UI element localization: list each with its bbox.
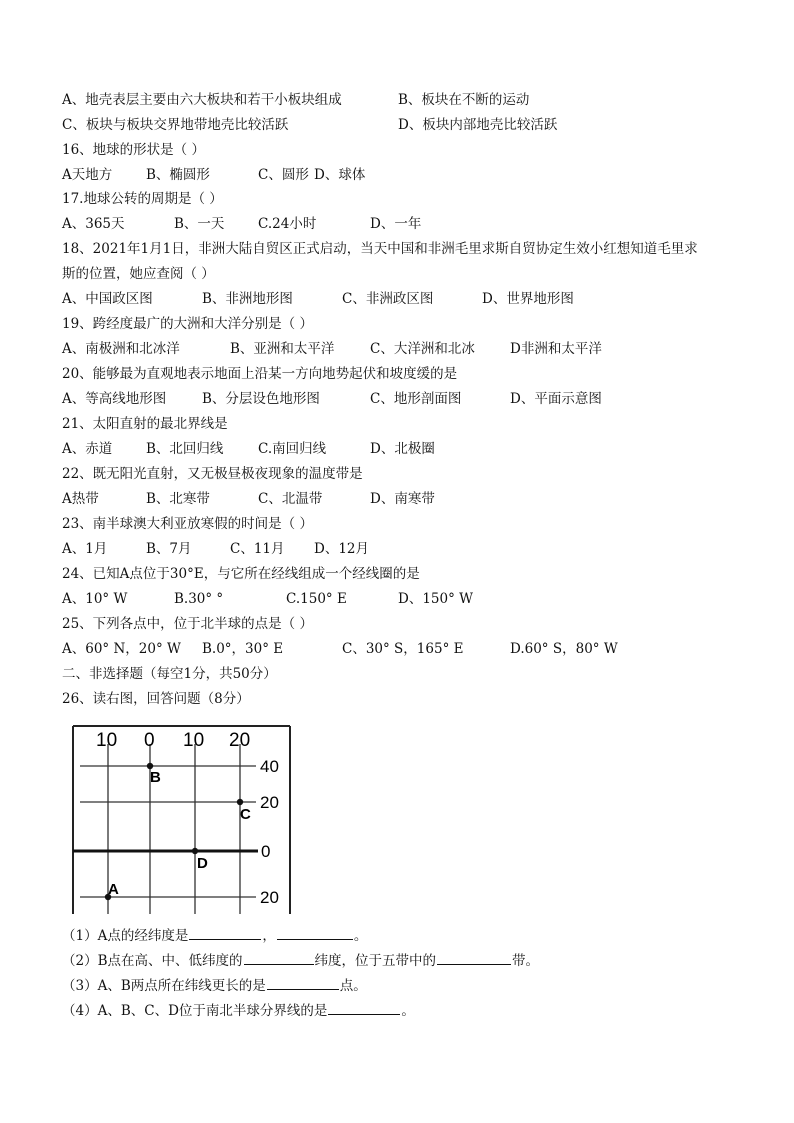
- q17-option-a: A、365天: [62, 216, 125, 232]
- q26-sub-2: [62, 950, 539, 970]
- right-label-2: 20: [260, 793, 279, 812]
- q20-option-b: B、分层设色地形图: [202, 391, 320, 407]
- q26-sub-3: [62, 975, 367, 995]
- q15-option-c: C、板块与板块交界地带地壳比较活跃: [62, 117, 289, 133]
- q18-stem-1: 18、2021年1月1日，非洲大陆自贸区正式启动，当天中国和非洲毛里求斯自贸协定生效小红想知道毛里求: [62, 241, 698, 257]
- point-a-label: A: [108, 881, 119, 898]
- q22-option-a: A热带: [62, 491, 99, 507]
- q21-option-a: A、赤道: [62, 441, 113, 457]
- q26-sub-3-text-a: （3）A、B两点所在纬线更长的是: [62, 978, 266, 994]
- lat-long-grid-figure: [72, 724, 292, 914]
- top-label-3: 10: [183, 730, 205, 751]
- q26-sub-4: [62, 1000, 415, 1020]
- q20-option-a: A、等高线地形图: [62, 391, 167, 407]
- q26-sub-2-text-a: （2）B点在高、中、低纬度的: [62, 953, 243, 969]
- q25-option-b: B.0°，30° E: [202, 641, 284, 657]
- q21-stem: 21、太阳直射的最北界线是: [62, 416, 228, 432]
- q24-option-a: A、10° W: [62, 591, 128, 607]
- q21-option-b: B、北回归线: [146, 441, 224, 457]
- q18-option-a: A、中国政区图: [62, 291, 153, 307]
- q26-sub-1-text-a: （1）A点的经纬度是: [62, 928, 189, 944]
- q23-option-a: A、1月: [62, 541, 108, 557]
- q16-option-a: A天地方: [62, 167, 113, 183]
- point-c-marker: [237, 799, 243, 805]
- q15-option-a: A、地壳表层主要由六大板块和若干小板块组成: [62, 92, 342, 108]
- q26-sub-3-text-b: 点。: [339, 978, 367, 994]
- point-d-label: D: [197, 855, 208, 872]
- q26-sub-4-text-b: 。: [401, 1003, 415, 1019]
- q24-option-c: C.150° E: [286, 591, 347, 607]
- q26-sub-4-text-a: （4）A、B、C、D位于南北半球分界线的是: [62, 1003, 328, 1019]
- q19-option-b: B、亚洲和太平洋: [230, 341, 335, 357]
- right-label-1: 40: [260, 757, 279, 776]
- q19-option-a: A、南极洲和北冰洋: [62, 341, 180, 357]
- q22-option-c: C、北温带: [258, 491, 323, 507]
- q21-option-d: D、北极圈: [370, 441, 435, 457]
- q18-option-b: B、非洲地形图: [202, 291, 293, 307]
- right-label-4: 20: [260, 888, 279, 907]
- q25-option-a: A、60° N，20° W: [62, 641, 181, 657]
- q22-stem: 22、既无阳光直射，又无极昼极夜现象的温度带是: [62, 466, 363, 482]
- q20-option-c: C、地形剖面图: [370, 391, 462, 407]
- q26-sub-2-text-c: 带。: [512, 953, 540, 969]
- right-label-3: 0: [261, 842, 271, 861]
- q21-option-c: C.南回归线: [258, 441, 327, 457]
- q20-option-d: D、平面示意图: [510, 391, 602, 407]
- q26-sub-2-text-b: 纬度，位于五带中的: [314, 953, 437, 969]
- q24-stem: 24、已知A点位于30°E，与它所在经线组成一个经线圈的是: [62, 566, 420, 582]
- q26-sub-1-text-b: ，: [262, 928, 276, 944]
- q17-option-d: D、一年: [370, 216, 422, 232]
- q25-stem: 25、下列各点中，位于北半球的点是（ ）: [62, 616, 313, 632]
- q16-option-c: C、圆形: [258, 167, 309, 183]
- q17-option-c: C.24小时: [258, 216, 317, 232]
- q24-option-b: B.30° °: [174, 591, 224, 607]
- q24-option-d: D、150° W: [398, 591, 474, 607]
- q26-stem: 26、读右图，回答问题（8分）: [62, 691, 250, 707]
- top-label-4: 20: [229, 730, 251, 751]
- q25-option-d: D.60° S，80° W: [510, 641, 618, 657]
- q19-stem: 19、跨经度最广的大洲和大洋分别是（ ）: [62, 316, 313, 332]
- top-label-2: 0: [144, 730, 155, 751]
- q26-sub-1-text-c: 。: [353, 928, 368, 944]
- q16-option-d: D、球体: [314, 167, 366, 183]
- point-b-label: B: [150, 769, 161, 786]
- q18-option-c: C、非洲政区图: [342, 291, 434, 307]
- q22-option-b: B、北寒带: [146, 491, 210, 507]
- q25-option-c: C、30° S，165° E: [342, 641, 464, 657]
- top-label-1: 10: [96, 730, 118, 751]
- q23-option-c: C、11月: [230, 541, 285, 557]
- q18-stem-2: 斯的位置，她应查阅（ ）: [62, 266, 215, 282]
- point-c-label: C: [240, 806, 251, 823]
- q18-option-d: D、世界地形图: [482, 291, 574, 307]
- answer-blank-2[interactable]: [277, 925, 353, 940]
- q23-option-b: B、7月: [146, 541, 192, 557]
- answer-blank-6[interactable]: [328, 1000, 400, 1015]
- q16-stem: 16、地球的形状是（ ）: [62, 142, 205, 158]
- q23-stem: 23、南半球澳大利亚放寒假的时间是（ ）: [62, 516, 313, 532]
- point-d-marker: [192, 848, 198, 854]
- answer-blank-3[interactable]: [244, 950, 314, 965]
- q22-option-d: D、南寒带: [370, 491, 435, 507]
- section-2-title: 二、非选择题（每空1分，共50分）: [62, 666, 277, 682]
- q26-sub-1: [62, 925, 367, 945]
- q17-stem: 17.地球公转的周期是（ ）: [62, 191, 223, 207]
- q15-option-b: B、板块在不断的运动: [398, 92, 530, 108]
- answer-blank-1[interactable]: [189, 925, 261, 940]
- answer-blank-4[interactable]: [437, 950, 511, 965]
- q16-option-b: B、椭圆形: [146, 167, 210, 183]
- answer-blank-5[interactable]: [267, 975, 339, 990]
- q20-stem: 20、能够最为直观地表示地面上沿某一方向地势起伏和坡度缓的是: [62, 366, 458, 382]
- q23-option-d: D、12月: [314, 541, 370, 557]
- q17-option-b: B、一天: [174, 216, 225, 232]
- q19-option-d: D非洲和太平洋: [510, 341, 602, 357]
- q15-option-d: D、板块内部地壳比较活跃: [398, 117, 558, 133]
- q19-option-c: C、大洋洲和北冰: [370, 341, 475, 357]
